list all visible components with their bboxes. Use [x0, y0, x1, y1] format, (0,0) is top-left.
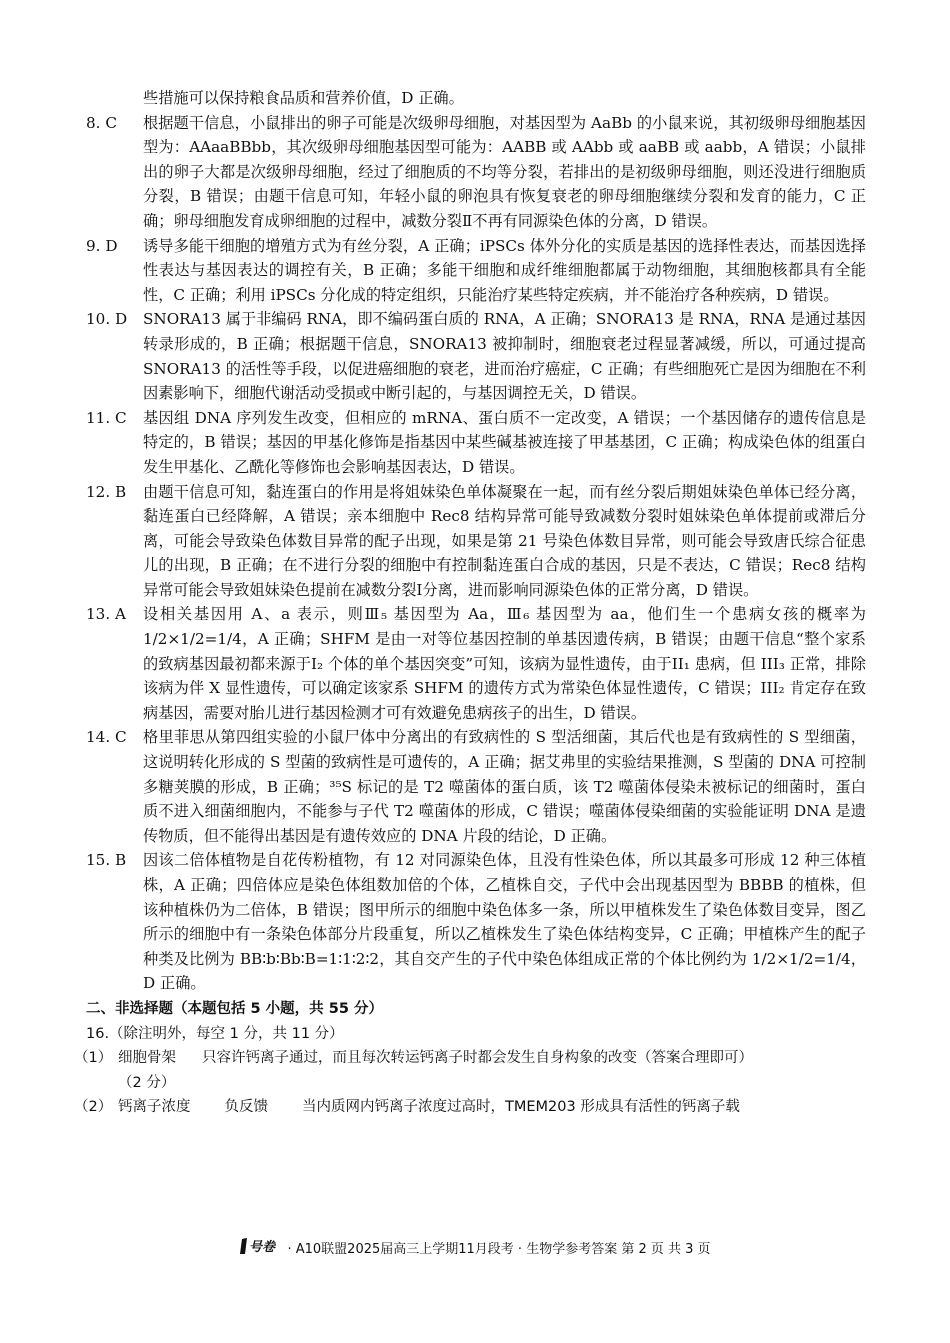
part-1-answer-b: 只容许钙离子通过，而且每次转运钙离子时都会发生自身构象的改变（答案合理即可）: [202, 1050, 753, 1067]
answer-number: 9. D: [86, 236, 118, 255]
answer-content: [74, 86, 866, 1120]
part-number: （2）: [74, 1099, 113, 1116]
answer-text: 由题干信息可知，黏连蛋白的作用是将姐妹染色单体凝聚在一起，而有丝分裂后期姐妹染色单体已经分离，黏连蛋白已经降解，A 错误；亲本细胞中 Rec8 结构异常可能导致减数分裂时姐妹染色单体提前或滞后分离，可能会导致染色体数目异常的配子出现，如果是第 21 号染色体数目异常，则可能会导致唐氏综合征患儿的出现，B 正确；在不进行分裂的细胞中有控制黏连蛋白合成的基因，只是不表达，C 错误；Rec8 结构异常可能会导致姐妹染色提前在减数分裂Ⅰ分离，进而影响同源染色体的正常分离，D 错误。: [143, 482, 866, 599]
answer-number: 14. C: [86, 728, 127, 747]
part-1-score: （2 分）: [118, 1074, 176, 1091]
svg-text:号卷: 号卷: [249, 1240, 276, 1255]
part-2-answer-b: 负反馈: [224, 1099, 268, 1116]
answer-item-13: [86, 602, 866, 725]
brand-logo-icon: [239, 1236, 283, 1256]
answer-text: SNORA13 属于非编码 RNA，即不编码蛋白质的 RNA，A 正确；SNORA13 是 RNA，RNA 是通过基因转录形成的，B 正确；根据题干信息，SNORA13 被抑制时，细胞衰老过程显著减缓，所以，可通过提高 SNORA13 的活性等手段，以促进癌细胞的衰老，进而治疗癌症，C 正确；有些细胞死亡是因为细胞在不利因素影响下，细胞代谢活动受损或中断引起的，与基因调控无关，D 错误。: [143, 310, 866, 403]
question-16-part-2: [74, 1095, 866, 1120]
answer-text: 因该二倍体植物是自花传粉植物，有 12 对同源染色体，且没有性染色体，所以其最多可形成 12 种三体植株，A 正确；四倍体应是染色体组数加倍的个体，乙植株自交，子代中会出现基因型为 BBBB 的植株，但该种植株仍为二倍体，B 错误；图甲所示的细胞中染色体多一条，所以甲植株发生了染色体数目变异，图乙所示的细胞中有一条染色体部分片段重复，所以乙植株发生了染色体结构变异，C 正确；甲植株产生的配子种类及比例为 BB∶b∶Bb∶B=1∶1∶2∶2，其自交产生的子代中染色体组成正常的个体比例约为 1/2×1/2=1/4，D 正确。: [143, 851, 866, 993]
answer-item-8: [86, 111, 866, 234]
answer-number: 10. D: [86, 310, 128, 329]
footer-text: · A10联盟2025届高三上学期11月段考 · 生物学参考答案 第 2 页 共 3 页: [287, 1242, 711, 1257]
intro-tail: [86, 86, 866, 111]
part-2-answer-c: 当内质网内钙离子浓度过高时，TMEM203 形成具有活性的钙离子载: [302, 1099, 740, 1116]
answer-text: 基因组 DNA 序列发生改变，但相应的 mRNA、蛋白质不一定改变，A 错误；一个基因储存的遗传信息是特定的，B 错误；基因的甲基化修饰是指基因中某些碱基被连接了甲基基团，C 正确；构成染色体的组蛋白发生甲基化、乙酰化等修饰也会影响基因表达，D 错误。: [143, 408, 866, 476]
page-footer: [0, 1236, 950, 1263]
answer-item-14: [86, 725, 866, 848]
answer-item-9: [86, 234, 866, 308]
question-16-header: 16.（除注明外，每空 1 分，共 11 分）: [86, 1025, 344, 1042]
brand-logo: [239, 1236, 283, 1263]
answer-number: 12. B: [86, 482, 127, 501]
part-number: （1）: [74, 1050, 113, 1067]
answer-text: 根据题干信息，小鼠排出的卵子可能是次级卵母细胞，对基因型为 AaBb 的小鼠来说，其初级卵母细胞基因型为：AAaaBBbb，其次级卵母细胞基因型可能为：AABB 或 AAbb 或 aaBB 或 aabb，A 错误；小鼠排出的卵子大都是次级卵母细胞，经过了细胞质的不均等分裂，若排出的是初级卵母细胞，则还没进行细胞质分裂，B 错误；由题干信息可知，年轻小鼠的卵泡具有恢复衰老的卵母细胞继续分裂和发育的能力，C 正确；卵母细胞发育成卵细胞的过程中，减数分裂Ⅱ不再有同源染色体的分离，D 错误。: [143, 113, 866, 230]
answer-item-15: [86, 848, 866, 996]
answer-number: 11. C: [86, 408, 127, 427]
part-1-answer-a: 细胞骨架: [118, 1050, 176, 1067]
answer-number: 15. B: [86, 851, 127, 870]
section-heading: 二、非选择题（本题包括 5 小题，共 55 分）: [86, 1000, 383, 1017]
part-2-answer-a: 钙离子浓度: [118, 1099, 191, 1116]
answer-text: 诱导多能干细胞的增殖方式为有丝分裂，A 正确；iPSCs 体外分化的实质是基因的选择性表达，而基因选择性表达与基因表达的调控有关，B 正确；多能干细胞和成纤维细胞都属于动物细胞，其细胞核都具有全能性，C 正确；利用 iPSCs 分化成的特定组织，只能治疗某些特定疾病，并不能治疗各种疾病，D 错误。: [143, 236, 866, 304]
answer-number: 8. C: [86, 113, 117, 132]
question-16-part-1: [74, 1046, 866, 1095]
intro-tail-text: 些措施可以保持粮食品质和营养价值，D 正确。: [143, 89, 464, 107]
answer-text: 格里菲思从第四组实验的小鼠尸体中分离出的有致病性的 S 型活细菌，其后代也是有致病性的 S 型细菌，这说明转化形成的 S 型菌的致病性是可遗传的，A 正确；据艾弗里的实验结果推测，S 型菌的 DNA 可控制多糖荚膜的形成，B 正确；³⁵S 标记的是 T2 噬菌体的蛋白质，该 T2 噬菌体侵染未被标记的细菌时，蛋白质不进入细菌细胞内，不能参与子代 T2 噬菌体的形成，C 错误；噬菌体侵染细菌的实验能证明 DNA 是遗传物质，但不能得出基因是有遗传效应的 DNA 片段的结论，D 正确。: [143, 728, 866, 845]
answer-item-11: [86, 406, 866, 480]
answer-text: 设相关基因用 A、a 表示，则Ⅲ₅ 基因型为 Aa，Ⅲ₆ 基因型为 aa，他们生一个患病女孩的概率为 1/2×1/2=1/4，A 正确；SHFM 是由一对等位基因控制的单基因遗传病，B 错误；由题干信息“整个家系的致病基因最初都来源于I₂ 个体的单个基因突变”可知，该病为显性遗传，由于II₁ 患病，但 III₃ 正常，排除该病为伴 X 显性遗传，可以确定该家系 SHFM 的遗传方式为常染色体显性遗传，C 错误；III₂ 肯定存在致病基因，需要对胎儿进行基因检测才可有效避免患病孩子的出生，D 错误。: [143, 605, 866, 722]
answer-item-10: [86, 307, 866, 405]
answer-item-12: [86, 480, 866, 603]
answer-number: 13. A: [86, 605, 126, 624]
